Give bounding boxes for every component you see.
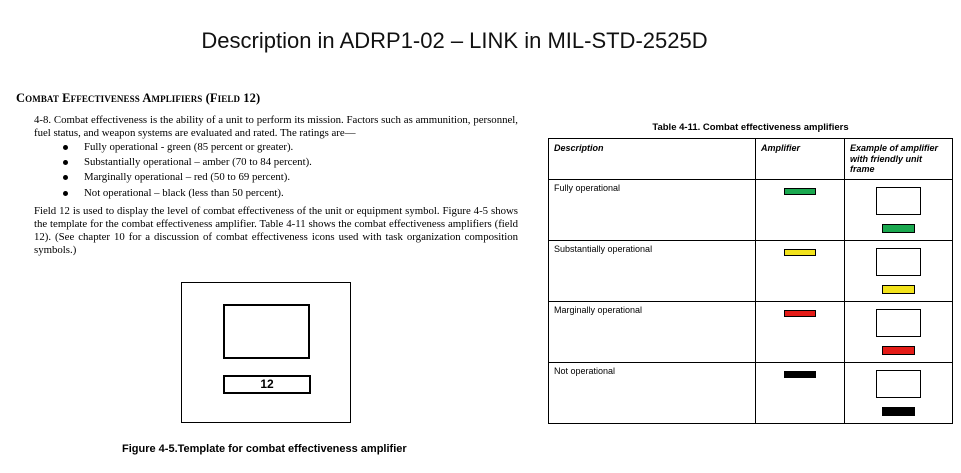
- ratings-list: [60, 140, 312, 201]
- example-cell: [845, 179, 953, 240]
- amplifier-table: [548, 138, 953, 424]
- example-amplifier-bar: [882, 346, 915, 355]
- amplifier-swatch: [784, 249, 816, 256]
- row-description: Marginally operational: [549, 301, 756, 362]
- example-amplifier-bar: [882, 285, 915, 294]
- intro-paragraph: 4-8. Combat effectiveness is the ability of a unit to perform its mission. Factors such as ammunition, personnel, fuel status, and weapon systems are evaluated and rated. The ratings are—: [34, 114, 518, 139]
- example-amplifier-bar: [882, 224, 915, 233]
- rating-item-not: Not operational – black (less than 50 percent).: [60, 186, 312, 201]
- friendly-unit-frame: [876, 187, 921, 215]
- table-caption: Table 4-11. Combat effectiveness amplifiers: [652, 122, 849, 133]
- table-row: [549, 301, 953, 362]
- figure-caption: Figure 4-5.Template for combat effectiveness amplifier: [122, 443, 407, 455]
- template-figure: [181, 282, 351, 423]
- field-12-box: 12: [223, 375, 311, 394]
- example-cell: [845, 301, 953, 362]
- amplifier-cell: [756, 240, 845, 301]
- table-row: [549, 179, 953, 240]
- unit-frame: [223, 304, 310, 359]
- row-description: Not operational: [549, 362, 756, 423]
- friendly-unit-frame: [876, 248, 921, 276]
- header-example: Example of amplifier with friendly unit frame: [845, 139, 953, 180]
- amplifier-swatch: [784, 310, 816, 317]
- friendly-unit-frame: [876, 370, 921, 398]
- amplifier-cell: [756, 301, 845, 362]
- rating-item-substantially: Substantially operational – amber (70 to 84 percent).: [60, 155, 312, 170]
- table-row: [549, 240, 953, 301]
- example-cell: [845, 362, 953, 423]
- rating-item-fully: Fully operational - green (85 percent or greater).: [60, 140, 312, 155]
- header-description: Description: [549, 139, 756, 180]
- row-description: Fully operational: [549, 179, 756, 240]
- friendly-unit-frame: [876, 309, 921, 337]
- field12-paragraph: Field 12 is used to display the level of combat effectiveness of the unit or equipment symbol. Figure 4-5 shows the template for the combat effectiveness amplifier. Table 4-11 shows the combat effectiveness amplifiers (field 12). (See chapter 10 for a discussion of combat effectiveness icons used with task organization composition symbols.): [34, 205, 518, 256]
- header-amplifier: Amplifier: [756, 139, 845, 180]
- rating-item-marginally: Marginally operational – red (50 to 69 percent).: [60, 170, 312, 185]
- slide-title: Description in ADRP1-02 – LINK in MIL-STD-2525D: [201, 28, 708, 53]
- section-heading: Combat Effectiveness Amplifiers (Field 12): [16, 91, 261, 105]
- amplifier-cell: [756, 362, 845, 423]
- example-amplifier-bar: [882, 407, 915, 416]
- table-header-row: [549, 139, 953, 180]
- example-cell: [845, 240, 953, 301]
- row-description: Substantially operational: [549, 240, 756, 301]
- amplifier-swatch: [784, 371, 816, 378]
- amplifier-swatch: [784, 188, 816, 195]
- amplifier-cell: [756, 179, 845, 240]
- table-row: [549, 362, 953, 423]
